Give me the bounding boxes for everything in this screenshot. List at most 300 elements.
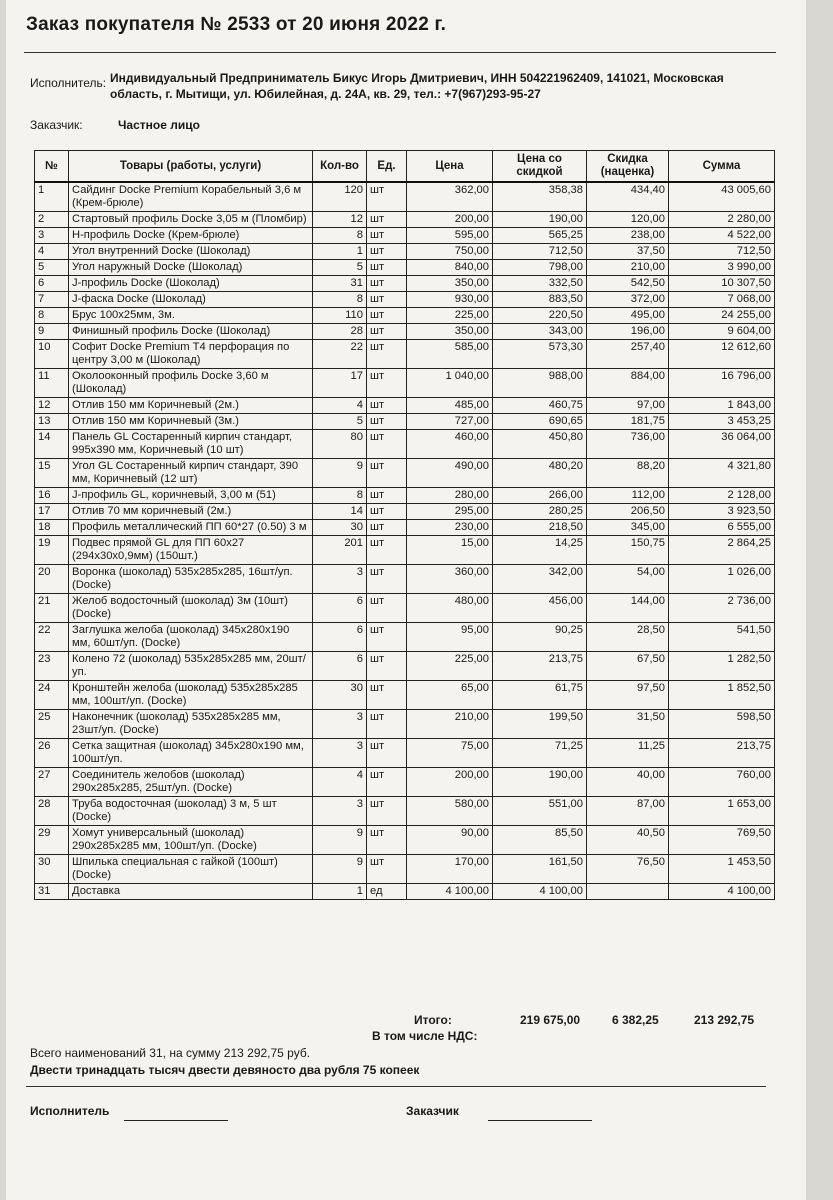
order-document [6, 0, 806, 1200]
row-unit: шт [367, 430, 407, 459]
row-sum: 1 852,50 [669, 681, 775, 710]
row-name: Панель GL Состаренный кирпич стандарт, 995х390 мм, Коричневый (10 шт) [69, 430, 313, 459]
row-no: 12 [35, 398, 69, 414]
header-unit: Ед. [367, 151, 407, 183]
row-name: Подвес прямой GL для ПП 60х27 (294х30х0,9мм) (150шт.) [69, 536, 313, 565]
row-discount: 144,00 [587, 594, 669, 623]
row-unit: шт [367, 826, 407, 855]
header-no: № [35, 151, 69, 183]
customer-signature-line [488, 1120, 592, 1121]
items-table [34, 150, 775, 900]
row-unit: шт [367, 182, 407, 212]
row-name: Отлив 70 мм коричневый (2м.) [69, 504, 313, 520]
row-discount: 495,00 [587, 308, 669, 324]
table-row [35, 398, 775, 414]
summary-words: Двести тринадцать тысяч двести девяносто два рубля 75 копеек [30, 1063, 420, 1077]
header-qty: Кол-во [313, 151, 367, 183]
row-sum: 3 923,50 [669, 504, 775, 520]
row-sum: 712,50 [669, 244, 775, 260]
row-price: 15,00 [407, 536, 493, 565]
row-name: Наконечник (шоколад) 535х285х285 мм, 23шт/уп. (Docke) [69, 710, 313, 739]
row-name: J-профиль Docke (Шоколад) [69, 276, 313, 292]
row-qty: 8 [313, 488, 367, 504]
table-row [35, 414, 775, 430]
row-price-disc: 883,50 [493, 292, 587, 308]
row-unit: шт [367, 710, 407, 739]
row-no: 27 [35, 768, 69, 797]
row-discount: 181,75 [587, 414, 669, 430]
row-no: 28 [35, 797, 69, 826]
row-price: 490,00 [407, 459, 493, 488]
row-no: 29 [35, 826, 69, 855]
row-no: 8 [35, 308, 69, 324]
row-price: 350,00 [407, 276, 493, 292]
row-price: 750,00 [407, 244, 493, 260]
row-price: 295,00 [407, 504, 493, 520]
table-row [35, 855, 775, 884]
row-price-disc: 161,50 [493, 855, 587, 884]
row-price: 95,00 [407, 623, 493, 652]
row-unit: ед [367, 884, 407, 900]
row-price-disc: 220,50 [493, 308, 587, 324]
row-name: Профиль металлический ПП 60*27 (0.50) 3 м [69, 520, 313, 536]
row-name: Отлив 150 мм Коричневый (3м.) [69, 414, 313, 430]
customer-label: Заказчик: [30, 118, 83, 132]
row-unit: шт [367, 244, 407, 260]
row-discount: 11,25 [587, 739, 669, 768]
summary-count: Всего наименований 31, на сумму 213 292,75 руб. [30, 1046, 311, 1060]
row-qty: 6 [313, 652, 367, 681]
row-price: 170,00 [407, 855, 493, 884]
row-qty: 5 [313, 260, 367, 276]
table-row [35, 739, 775, 768]
table-row [35, 768, 775, 797]
executor-details [110, 70, 750, 102]
row-discount: 31,50 [587, 710, 669, 739]
row-sum: 598,50 [669, 710, 775, 739]
header-price: Цена [407, 151, 493, 183]
row-name: Соединитель желобов (шоколад) 290х285х285, 25шт/уп. (Docke) [69, 768, 313, 797]
row-discount: 372,00 [587, 292, 669, 308]
row-name: Угол наружный Docke (Шоколад) [69, 260, 313, 276]
row-no: 11 [35, 369, 69, 398]
executor-signature-label: Исполнитель [30, 1104, 110, 1118]
row-sum: 2 128,00 [669, 488, 775, 504]
row-no: 26 [35, 739, 69, 768]
row-qty: 12 [313, 212, 367, 228]
row-price-disc: 190,00 [493, 212, 587, 228]
title-divider [24, 52, 776, 53]
table-row [35, 260, 775, 276]
table-row [35, 623, 775, 652]
vat-label: В том числе НДС: [372, 1029, 478, 1043]
row-name: Воронка (шоколад) 535х285х285, 16шт/уп. (Docke) [69, 565, 313, 594]
row-name: Заглушка желоба (шоколад) 345х280х190 мм, 60шт/уп. (Docke) [69, 623, 313, 652]
row-sum: 1 843,00 [669, 398, 775, 414]
row-qty: 110 [313, 308, 367, 324]
row-sum: 4 100,00 [669, 884, 775, 900]
row-unit: шт [367, 260, 407, 276]
row-discount: 736,00 [587, 430, 669, 459]
row-discount: 120,00 [587, 212, 669, 228]
row-unit: шт [367, 797, 407, 826]
table-row [35, 488, 775, 504]
row-qty: 9 [313, 855, 367, 884]
row-unit: шт [367, 459, 407, 488]
table-row [35, 182, 775, 212]
row-qty: 9 [313, 459, 367, 488]
row-no: 1 [35, 182, 69, 212]
row-unit: шт [367, 594, 407, 623]
row-qty: 3 [313, 710, 367, 739]
row-sum: 43 005,60 [669, 182, 775, 212]
row-no: 7 [35, 292, 69, 308]
table-row [35, 369, 775, 398]
row-qty: 8 [313, 228, 367, 244]
row-price-disc: 190,00 [493, 768, 587, 797]
table-row [35, 710, 775, 739]
table-row [35, 292, 775, 308]
row-price-disc: 712,50 [493, 244, 587, 260]
header-price-disc [493, 151, 587, 183]
row-no: 21 [35, 594, 69, 623]
row-price: 580,00 [407, 797, 493, 826]
row-sum: 4 321,80 [669, 459, 775, 488]
row-discount: 238,00 [587, 228, 669, 244]
row-no: 16 [35, 488, 69, 504]
row-sum: 6 555,00 [669, 520, 775, 536]
row-no: 25 [35, 710, 69, 739]
row-sum: 12 612,60 [669, 340, 775, 369]
row-price: 840,00 [407, 260, 493, 276]
row-price: 4 100,00 [407, 884, 493, 900]
row-discount: 150,75 [587, 536, 669, 565]
row-sum: 10 307,50 [669, 276, 775, 292]
table-row [35, 212, 775, 228]
row-unit: шт [367, 855, 407, 884]
row-discount: 884,00 [587, 369, 669, 398]
table-row [35, 276, 775, 292]
row-unit: шт [367, 228, 407, 244]
row-qty: 3 [313, 565, 367, 594]
row-sum: 7 068,00 [669, 292, 775, 308]
row-unit: шт [367, 504, 407, 520]
row-qty: 17 [313, 369, 367, 398]
row-sum: 2 280,00 [669, 212, 775, 228]
row-discount: 97,00 [587, 398, 669, 414]
row-name: Хомут универсальный (шоколад) 290х285х285 мм, 100шт/уп. (Docke) [69, 826, 313, 855]
table-row [35, 884, 775, 900]
row-price: 930,00 [407, 292, 493, 308]
row-no: 4 [35, 244, 69, 260]
row-no: 15 [35, 459, 69, 488]
row-price-disc: 14,25 [493, 536, 587, 565]
row-name: Брус 100х25мм, 3м. [69, 308, 313, 324]
row-discount: 28,50 [587, 623, 669, 652]
row-sum: 9 604,00 [669, 324, 775, 340]
row-unit: шт [367, 398, 407, 414]
row-sum: 1 653,00 [669, 797, 775, 826]
table-row [35, 244, 775, 260]
row-name: Стартовый профиль Docke 3,05 м (Пломбир) [69, 212, 313, 228]
row-sum: 36 064,00 [669, 430, 775, 459]
row-price-disc: 798,00 [493, 260, 587, 276]
row-no: 23 [35, 652, 69, 681]
row-sum: 2 736,00 [669, 594, 775, 623]
row-name: Труба водосточная (шоколад) 3 м, 5 шт (Docke) [69, 797, 313, 826]
row-qty: 1 [313, 244, 367, 260]
row-unit: шт [367, 369, 407, 398]
row-price: 485,00 [407, 398, 493, 414]
table-row [35, 504, 775, 520]
row-discount: 210,00 [587, 260, 669, 276]
row-price-disc: 456,00 [493, 594, 587, 623]
row-sum: 541,50 [669, 623, 775, 652]
row-name: Отлив 150 мм Коричневый (2м.) [69, 398, 313, 414]
row-price: 225,00 [407, 652, 493, 681]
row-discount: 87,00 [587, 797, 669, 826]
header-discount-line1: Скидка [607, 153, 648, 165]
row-no: 30 [35, 855, 69, 884]
row-sum: 213,75 [669, 739, 775, 768]
row-price: 350,00 [407, 324, 493, 340]
row-name: Сетка защитная (шоколад) 345х280х190 мм, 100шт/уп. [69, 739, 313, 768]
row-qty: 80 [313, 430, 367, 459]
row-price-disc: 71,25 [493, 739, 587, 768]
row-price: 727,00 [407, 414, 493, 430]
row-unit: шт [367, 488, 407, 504]
table-row [35, 308, 775, 324]
total-price-disc: 219 675,00 [520, 1013, 581, 1027]
row-sum: 1 282,50 [669, 652, 775, 681]
header-price-disc-line1: Цена со [517, 153, 562, 165]
row-qty: 201 [313, 536, 367, 565]
table-row [35, 340, 775, 369]
row-price: 360,00 [407, 565, 493, 594]
table-row [35, 594, 775, 623]
row-price: 362,00 [407, 182, 493, 212]
row-discount: 196,00 [587, 324, 669, 340]
table-row [35, 681, 775, 710]
table-row [35, 228, 775, 244]
row-price-disc: 199,50 [493, 710, 587, 739]
row-price-disc: 343,00 [493, 324, 587, 340]
row-unit: шт [367, 340, 407, 369]
row-discount: 67,50 [587, 652, 669, 681]
row-discount: 40,50 [587, 826, 669, 855]
row-name: Шпилька специальная с гайкой (100шт) (Docke) [69, 855, 313, 884]
row-qty: 3 [313, 797, 367, 826]
header-name: Товары (работы, услуги) [69, 151, 313, 183]
total-label: Итого: [414, 1013, 452, 1027]
row-discount: 37,50 [587, 244, 669, 260]
row-discount [587, 884, 669, 900]
row-qty: 9 [313, 826, 367, 855]
row-no: 17 [35, 504, 69, 520]
customer-signature-label: Заказчик [406, 1104, 459, 1118]
table-row [35, 826, 775, 855]
row-qty: 30 [313, 520, 367, 536]
header-price-disc-line2: скидкой [516, 166, 563, 178]
row-discount: 54,00 [587, 565, 669, 594]
row-discount: 88,20 [587, 459, 669, 488]
row-price: 200,00 [407, 768, 493, 797]
row-no: 19 [35, 536, 69, 565]
row-unit: шт [367, 520, 407, 536]
row-price-disc: 61,75 [493, 681, 587, 710]
row-unit: шт [367, 276, 407, 292]
row-discount: 112,00 [587, 488, 669, 504]
row-price-disc: 4 100,00 [493, 884, 587, 900]
row-qty: 31 [313, 276, 367, 292]
row-unit: шт [367, 212, 407, 228]
row-name: Финишный профиль Docke (Шоколад) [69, 324, 313, 340]
header-sum: Сумма [669, 151, 775, 183]
row-qty: 4 [313, 398, 367, 414]
table-row [35, 797, 775, 826]
row-name: Угол GL Состаренный кирпич стандарт, 390 мм, Коричневый (12 шт) [69, 459, 313, 488]
row-price: 65,00 [407, 681, 493, 710]
row-unit: шт [367, 414, 407, 430]
row-sum: 769,50 [669, 826, 775, 855]
row-qty: 1 [313, 884, 367, 900]
row-sum: 760,00 [669, 768, 775, 797]
row-price-disc: 480,20 [493, 459, 587, 488]
row-qty: 3 [313, 739, 367, 768]
row-sum: 1 453,50 [669, 855, 775, 884]
row-no: 10 [35, 340, 69, 369]
row-name: J-фаска Docke (Шоколад) [69, 292, 313, 308]
executor-signature-line [124, 1120, 228, 1121]
row-price-disc: 573,30 [493, 340, 587, 369]
row-price-disc: 332,50 [493, 276, 587, 292]
row-price-disc: 85,50 [493, 826, 587, 855]
row-price: 595,00 [407, 228, 493, 244]
row-no: 14 [35, 430, 69, 459]
table-row [35, 430, 775, 459]
row-price-disc: 90,25 [493, 623, 587, 652]
row-name: Кронштейн желоба (шоколад) 535х285х285 мм, 100шт/уп. (Docke) [69, 681, 313, 710]
row-price-disc: 218,50 [493, 520, 587, 536]
row-unit: шт [367, 739, 407, 768]
row-name: Н-профиль Docke (Крем-брюле) [69, 228, 313, 244]
row-discount: 97,50 [587, 681, 669, 710]
row-discount: 206,50 [587, 504, 669, 520]
table-header-row [35, 151, 775, 183]
executor-details-line2: область, г. Мытищи, ул. Юбилейная, д. 24А, кв. 29, тел.: +7(967)293-95-27 [110, 87, 541, 101]
row-price-disc: 213,75 [493, 652, 587, 681]
row-name: J-профиль GL, коричневый, 3,00 м (51) [69, 488, 313, 504]
row-unit: шт [367, 652, 407, 681]
row-price-disc: 342,00 [493, 565, 587, 594]
row-price-disc: 551,00 [493, 797, 587, 826]
row-price-disc: 358,38 [493, 182, 587, 212]
row-unit: шт [367, 623, 407, 652]
row-sum: 16 796,00 [669, 369, 775, 398]
row-no: 2 [35, 212, 69, 228]
row-sum: 3 453,25 [669, 414, 775, 430]
total-discount: 6 382,25 [612, 1013, 659, 1027]
executor-label: Исполнитель: [30, 76, 107, 90]
row-price-disc: 266,00 [493, 488, 587, 504]
row-discount: 434,40 [587, 182, 669, 212]
row-no: 18 [35, 520, 69, 536]
row-discount: 40,00 [587, 768, 669, 797]
row-price: 480,00 [407, 594, 493, 623]
row-name: Желоб водосточный (шоколад) 3м (10шт) (Docke) [69, 594, 313, 623]
row-qty: 6 [313, 594, 367, 623]
row-name: Угол внутренний Docke (Шоколад) [69, 244, 313, 260]
row-price: 200,00 [407, 212, 493, 228]
row-unit: шт [367, 681, 407, 710]
items-table-body [35, 182, 775, 900]
row-discount: 345,00 [587, 520, 669, 536]
row-qty: 14 [313, 504, 367, 520]
row-price-disc: 460,75 [493, 398, 587, 414]
row-qty: 120 [313, 182, 367, 212]
customer-value: Частное лицо [118, 118, 200, 132]
row-qty: 28 [313, 324, 367, 340]
row-unit: шт [367, 324, 407, 340]
row-price: 1 040,00 [407, 369, 493, 398]
row-name: Софит Docke Premium Т4 перфорация по центру 3,00 м (Шоколад) [69, 340, 313, 369]
row-qty: 6 [313, 623, 367, 652]
row-name: Сайдинг Docke Premium Корабельный 3,6 м (Крем-брюле) [69, 182, 313, 212]
footer-divider [26, 1086, 766, 1087]
table-row [35, 652, 775, 681]
row-price-disc: 565,25 [493, 228, 587, 244]
row-price-disc: 988,00 [493, 369, 587, 398]
row-price: 460,00 [407, 430, 493, 459]
row-no: 22 [35, 623, 69, 652]
row-unit: шт [367, 536, 407, 565]
row-discount: 542,50 [587, 276, 669, 292]
header-discount-line2: (наценка) [600, 166, 655, 178]
row-price-disc: 280,25 [493, 504, 587, 520]
row-qty: 22 [313, 340, 367, 369]
row-unit: шт [367, 565, 407, 594]
row-sum: 1 026,00 [669, 565, 775, 594]
row-no: 6 [35, 276, 69, 292]
total-sum: 213 292,75 [694, 1013, 755, 1027]
row-no: 9 [35, 324, 69, 340]
row-discount: 76,50 [587, 855, 669, 884]
row-qty: 8 [313, 292, 367, 308]
row-no: 3 [35, 228, 69, 244]
row-price-disc: 450,80 [493, 430, 587, 459]
table-row [35, 324, 775, 340]
row-price: 280,00 [407, 488, 493, 504]
row-sum: 4 522,00 [669, 228, 775, 244]
row-no: 20 [35, 565, 69, 594]
row-no: 13 [35, 414, 69, 430]
row-sum: 24 255,00 [669, 308, 775, 324]
row-price: 225,00 [407, 308, 493, 324]
row-unit: шт [367, 308, 407, 324]
row-no: 24 [35, 681, 69, 710]
row-unit: шт [367, 768, 407, 797]
row-name: Колено 72 (шоколад) 535х285х285 мм, 20шт/уп. [69, 652, 313, 681]
executor-details-line1: Индивидуальный Предприниматель Бикус Игорь Дмитриевич, ИНН 504221962409, 141021, Московская [110, 71, 724, 85]
row-discount: 257,40 [587, 340, 669, 369]
row-sum: 2 864,25 [669, 536, 775, 565]
row-price: 585,00 [407, 340, 493, 369]
row-no: 5 [35, 260, 69, 276]
row-price-disc: 690,65 [493, 414, 587, 430]
row-qty: 4 [313, 768, 367, 797]
row-sum: 3 990,00 [669, 260, 775, 276]
row-price: 230,00 [407, 520, 493, 536]
